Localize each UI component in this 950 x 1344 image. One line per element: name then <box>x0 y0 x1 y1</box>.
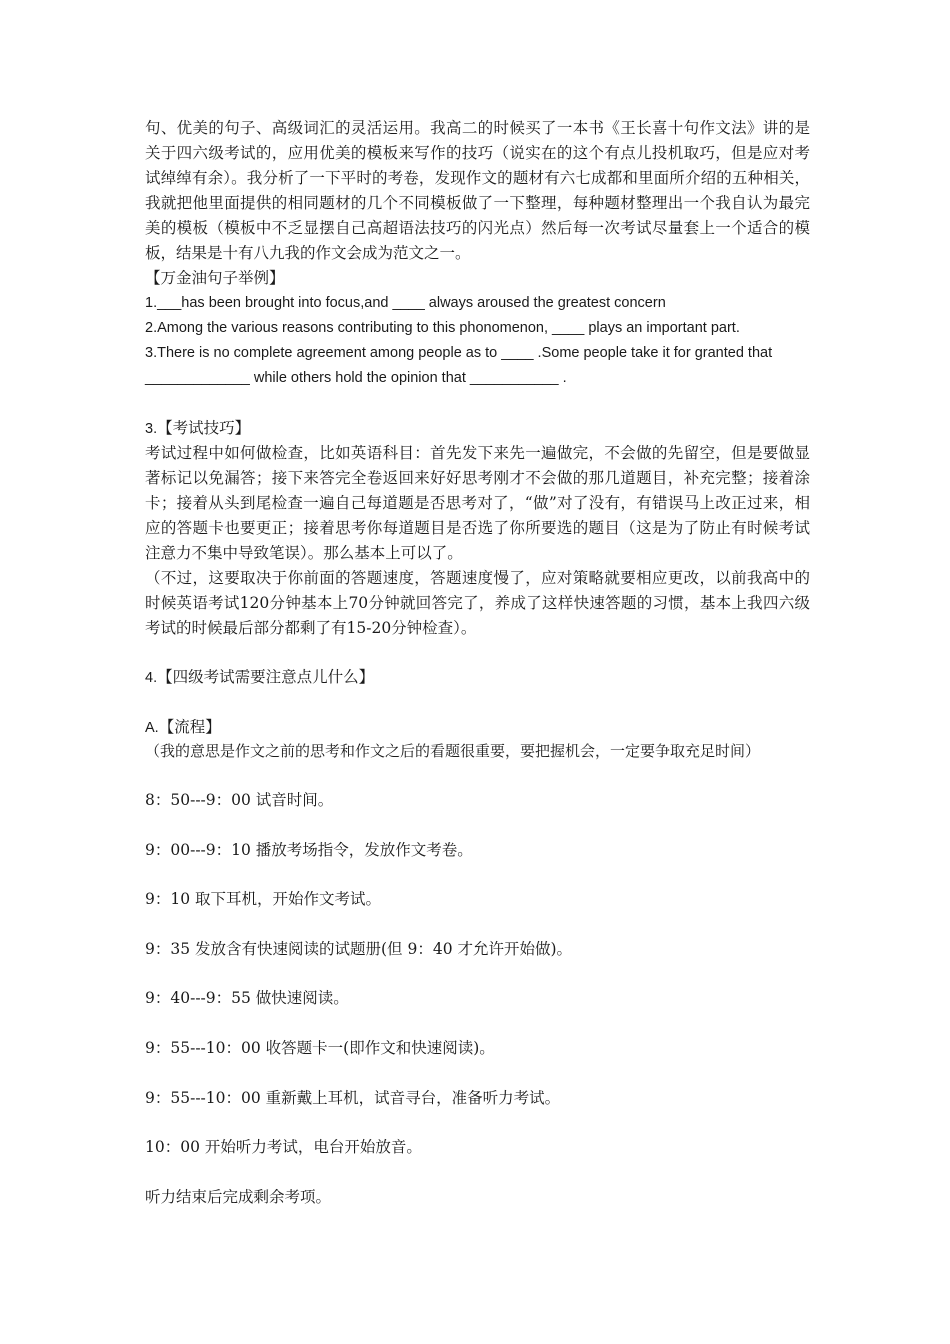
timeline-item: 9：00---9：10 播放考场指令，发放作文考卷。 <box>145 841 473 859</box>
timeline-item: 8：50---9：00 试音时间。 <box>145 791 334 809</box>
timeline-item: 10：00 开始听力考试，电台开始放音。 <box>145 1138 422 1156</box>
section-4-title: 【四级考试需要注意点儿什么】 <box>157 668 375 686</box>
sentences-heading: 【万金油句子举例】 <box>145 269 285 287</box>
section-a-heading <box>145 715 810 741</box>
section-3-heading <box>145 416 810 442</box>
timeline-item: 9：10 取下耳机，开始作文考试。 <box>145 890 382 908</box>
section-3-title: 【考试技巧】 <box>157 419 251 437</box>
section-4-number: 4. <box>145 670 158 686</box>
section-a-label: A. <box>145 720 159 736</box>
sentence-1: 1.___has been brought into focus,and ____ always aroused the greatest concern <box>145 295 666 311</box>
timeline-item: 9：40---9：55 做快速阅读。 <box>145 989 349 1007</box>
sentence-3-continued: _____________ while others hold the opinion that ___________ . <box>145 370 567 386</box>
sentence-2: 2.Among the various reasons contributing to this phonomenon, ____ plays an important part. <box>145 320 740 336</box>
sentence-3: 3.There is no complete agreement among people as to ____ .Some people take it for granted that <box>145 345 773 361</box>
timeline-item: 9：55---10：00 收答题卡一(即作文和快速阅读)。 <box>145 1039 495 1057</box>
section-3-number: 3. <box>145 421 158 437</box>
section-a-note: （我的意思是作文之前的思考和作文之后的看题很重要，要把握机会，一定要争取充足时间） <box>145 742 761 760</box>
section-3-paragraph-2: （不过，这要取决于你前面的答题速度，答题速度慢了，应对策略就要相应更改，以前我高中的时候英语考试120分钟基本上70分钟就回答完了，养成了这样快速答题的习惯，基本上我四六级考试的时候最后部分都剩了有15-20分钟检查）。 <box>145 569 810 637</box>
intro-paragraph: 句、优美的句子、高级词汇的灵活运用。我高二的时候买了一本书《王长喜十句作文法》讲的是关于四六级考试的，应用优美的模板来写作的技巧（说实在的这个有点儿投机取巧，但是应对考试绰绰有余）。我分析了一下平时的考卷，发现作文的题材有六七成都和里面所介绍的五种相关，我就把他里面提供的相同题材的几个不同模板做了一下整理，每种题材整理出一个我自认为最完美的模板（模板中不乏显摆自己高超语法技巧的闪光点）然后每一次考试尽量套上一个适合的模板，结果是十有八九我的作文会成为范文之一。 <box>145 119 810 262</box>
timeline-item: 9：35 发放含有快速阅读的试题册(但 9：40 才允许开始做)。 <box>145 940 573 958</box>
section-4-heading <box>145 665 810 691</box>
timeline-item: 9：55---10：00 重新戴上耳机，试音寻台，准备听力考试。 <box>145 1089 561 1107</box>
section-3-paragraph-1: 考试过程中如何做检查，比如英语科目：首先发下来先一遍做完，不会做的先留空，但是要做显著标记以免漏答；接下来答完全卷返回来好好思考刚才不会做的那几道题目，补充完整；接着涂卡；接着从头到尾检查一遍自己每道题是否思考对了，“做”对了没有，有错误马上改正过来，相应的答题卡也要更正；接着思考你每道题目是否选了你所要选的题目（这是为了防止有时候考试注意力不集中导致笔误）。那么基本上可以了。 <box>145 444 810 562</box>
section-a-title: 【流程】 <box>158 718 221 736</box>
timeline-item: 听力结束后完成剩余考项。 <box>145 1188 332 1206</box>
